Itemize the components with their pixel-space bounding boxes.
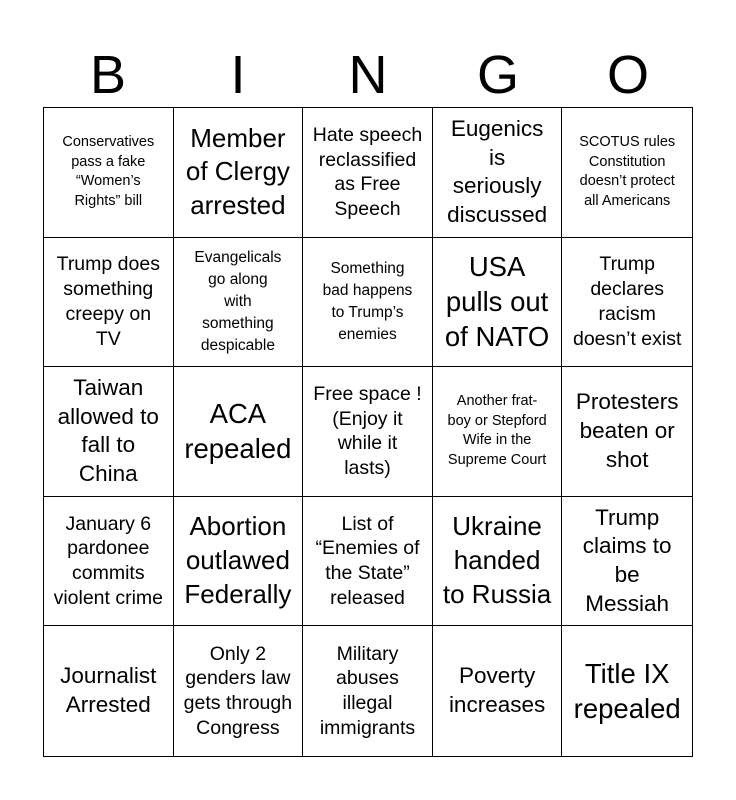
bingo-cell[interactable] bbox=[44, 367, 174, 497]
bingo-cell[interactable] bbox=[303, 108, 433, 238]
bingo-cell[interactable] bbox=[303, 497, 433, 627]
bingo-cell[interactable] bbox=[174, 238, 304, 368]
bingo-cell[interactable] bbox=[44, 238, 174, 368]
bingo-cell[interactable] bbox=[433, 238, 563, 368]
cell-text: Evangelicals go along with something despicable bbox=[194, 248, 282, 354]
cell-text: Something bad happens to Trump’s enemies bbox=[322, 259, 413, 343]
cell-text: Trump does something creepy on TV bbox=[56, 253, 160, 350]
cell-text: Military abuses illegal immigrants bbox=[319, 642, 416, 739]
title-letter-i: I bbox=[230, 45, 246, 105]
bingo-cell[interactable] bbox=[433, 108, 563, 238]
cell-text: USA pulls out of NATO bbox=[444, 251, 550, 353]
bingo-cell[interactable] bbox=[44, 108, 174, 238]
title-letter-g: G bbox=[476, 45, 519, 105]
bingo-board bbox=[43, 107, 693, 757]
cell-text: Free space ! (Enjoy it while it lasts) bbox=[313, 382, 422, 480]
title-letter-o: O bbox=[606, 45, 649, 105]
cell-text: List of “Enemies of the State” released bbox=[315, 512, 420, 609]
bingo-cell[interactable] bbox=[433, 497, 563, 627]
cell-text: ACA repealed bbox=[184, 398, 292, 465]
cell-text: Member of Clergy arrested bbox=[185, 122, 290, 221]
title-letter-b: B bbox=[89, 45, 127, 105]
bingo-cell[interactable] bbox=[174, 367, 304, 497]
bingo-cell[interactable] bbox=[562, 626, 692, 756]
bingo-cell[interactable] bbox=[433, 626, 563, 756]
cell-text: Ukraine handed to Russia bbox=[442, 511, 552, 609]
bingo-cell[interactable] bbox=[174, 626, 304, 756]
title-letter-n: N bbox=[348, 45, 388, 105]
cell-text: Protesters beaten or shot bbox=[575, 389, 679, 472]
cell-text: Title IX repealed bbox=[573, 658, 681, 725]
bingo-cell[interactable] bbox=[303, 367, 433, 497]
bingo-cell[interactable] bbox=[562, 497, 692, 627]
cell-text: Journalist Arrested bbox=[60, 663, 157, 718]
cell-text: Hate speech reclassified as Free Speech bbox=[312, 123, 423, 221]
cell-text: Poverty increases bbox=[448, 663, 546, 718]
bingo-cell[interactable] bbox=[303, 626, 433, 756]
bingo-cell[interactable] bbox=[174, 108, 304, 238]
bingo-cell[interactable] bbox=[44, 626, 174, 756]
bingo-cell[interactable] bbox=[562, 367, 692, 497]
bingo-cell[interactable] bbox=[44, 497, 174, 627]
cell-text: Trump claims to be Messiah bbox=[582, 504, 672, 616]
bingo-cell[interactable] bbox=[303, 238, 433, 368]
bingo-cell[interactable] bbox=[174, 497, 304, 627]
cell-text: Only 2 genders law gets through Congress bbox=[183, 642, 293, 739]
bingo-cell[interactable] bbox=[562, 108, 692, 238]
cell-text: Another frat- boy or Stepford Wife in the Supreme Court bbox=[447, 393, 547, 469]
cell-text: Conservatives pass a fake “Women’s Rights” bill bbox=[62, 134, 155, 209]
cell-text: January 6 pardonee commits violent crime bbox=[53, 512, 164, 609]
bingo-cell[interactable] bbox=[562, 238, 692, 368]
cell-text: Trump declares racism doesn’t exist bbox=[572, 253, 682, 350]
cell-text: SCOTUS rules Constitution doesn’t protect all Americans bbox=[579, 134, 676, 209]
bingo-cell[interactable] bbox=[433, 367, 563, 497]
cell-text: Taiwan allowed to fall to China bbox=[57, 374, 159, 487]
bingo-title bbox=[43, 40, 693, 110]
cell-text: Abortion outlawed Federally bbox=[184, 511, 292, 609]
cell-text: Eugenics is seriously discussed bbox=[447, 115, 548, 228]
